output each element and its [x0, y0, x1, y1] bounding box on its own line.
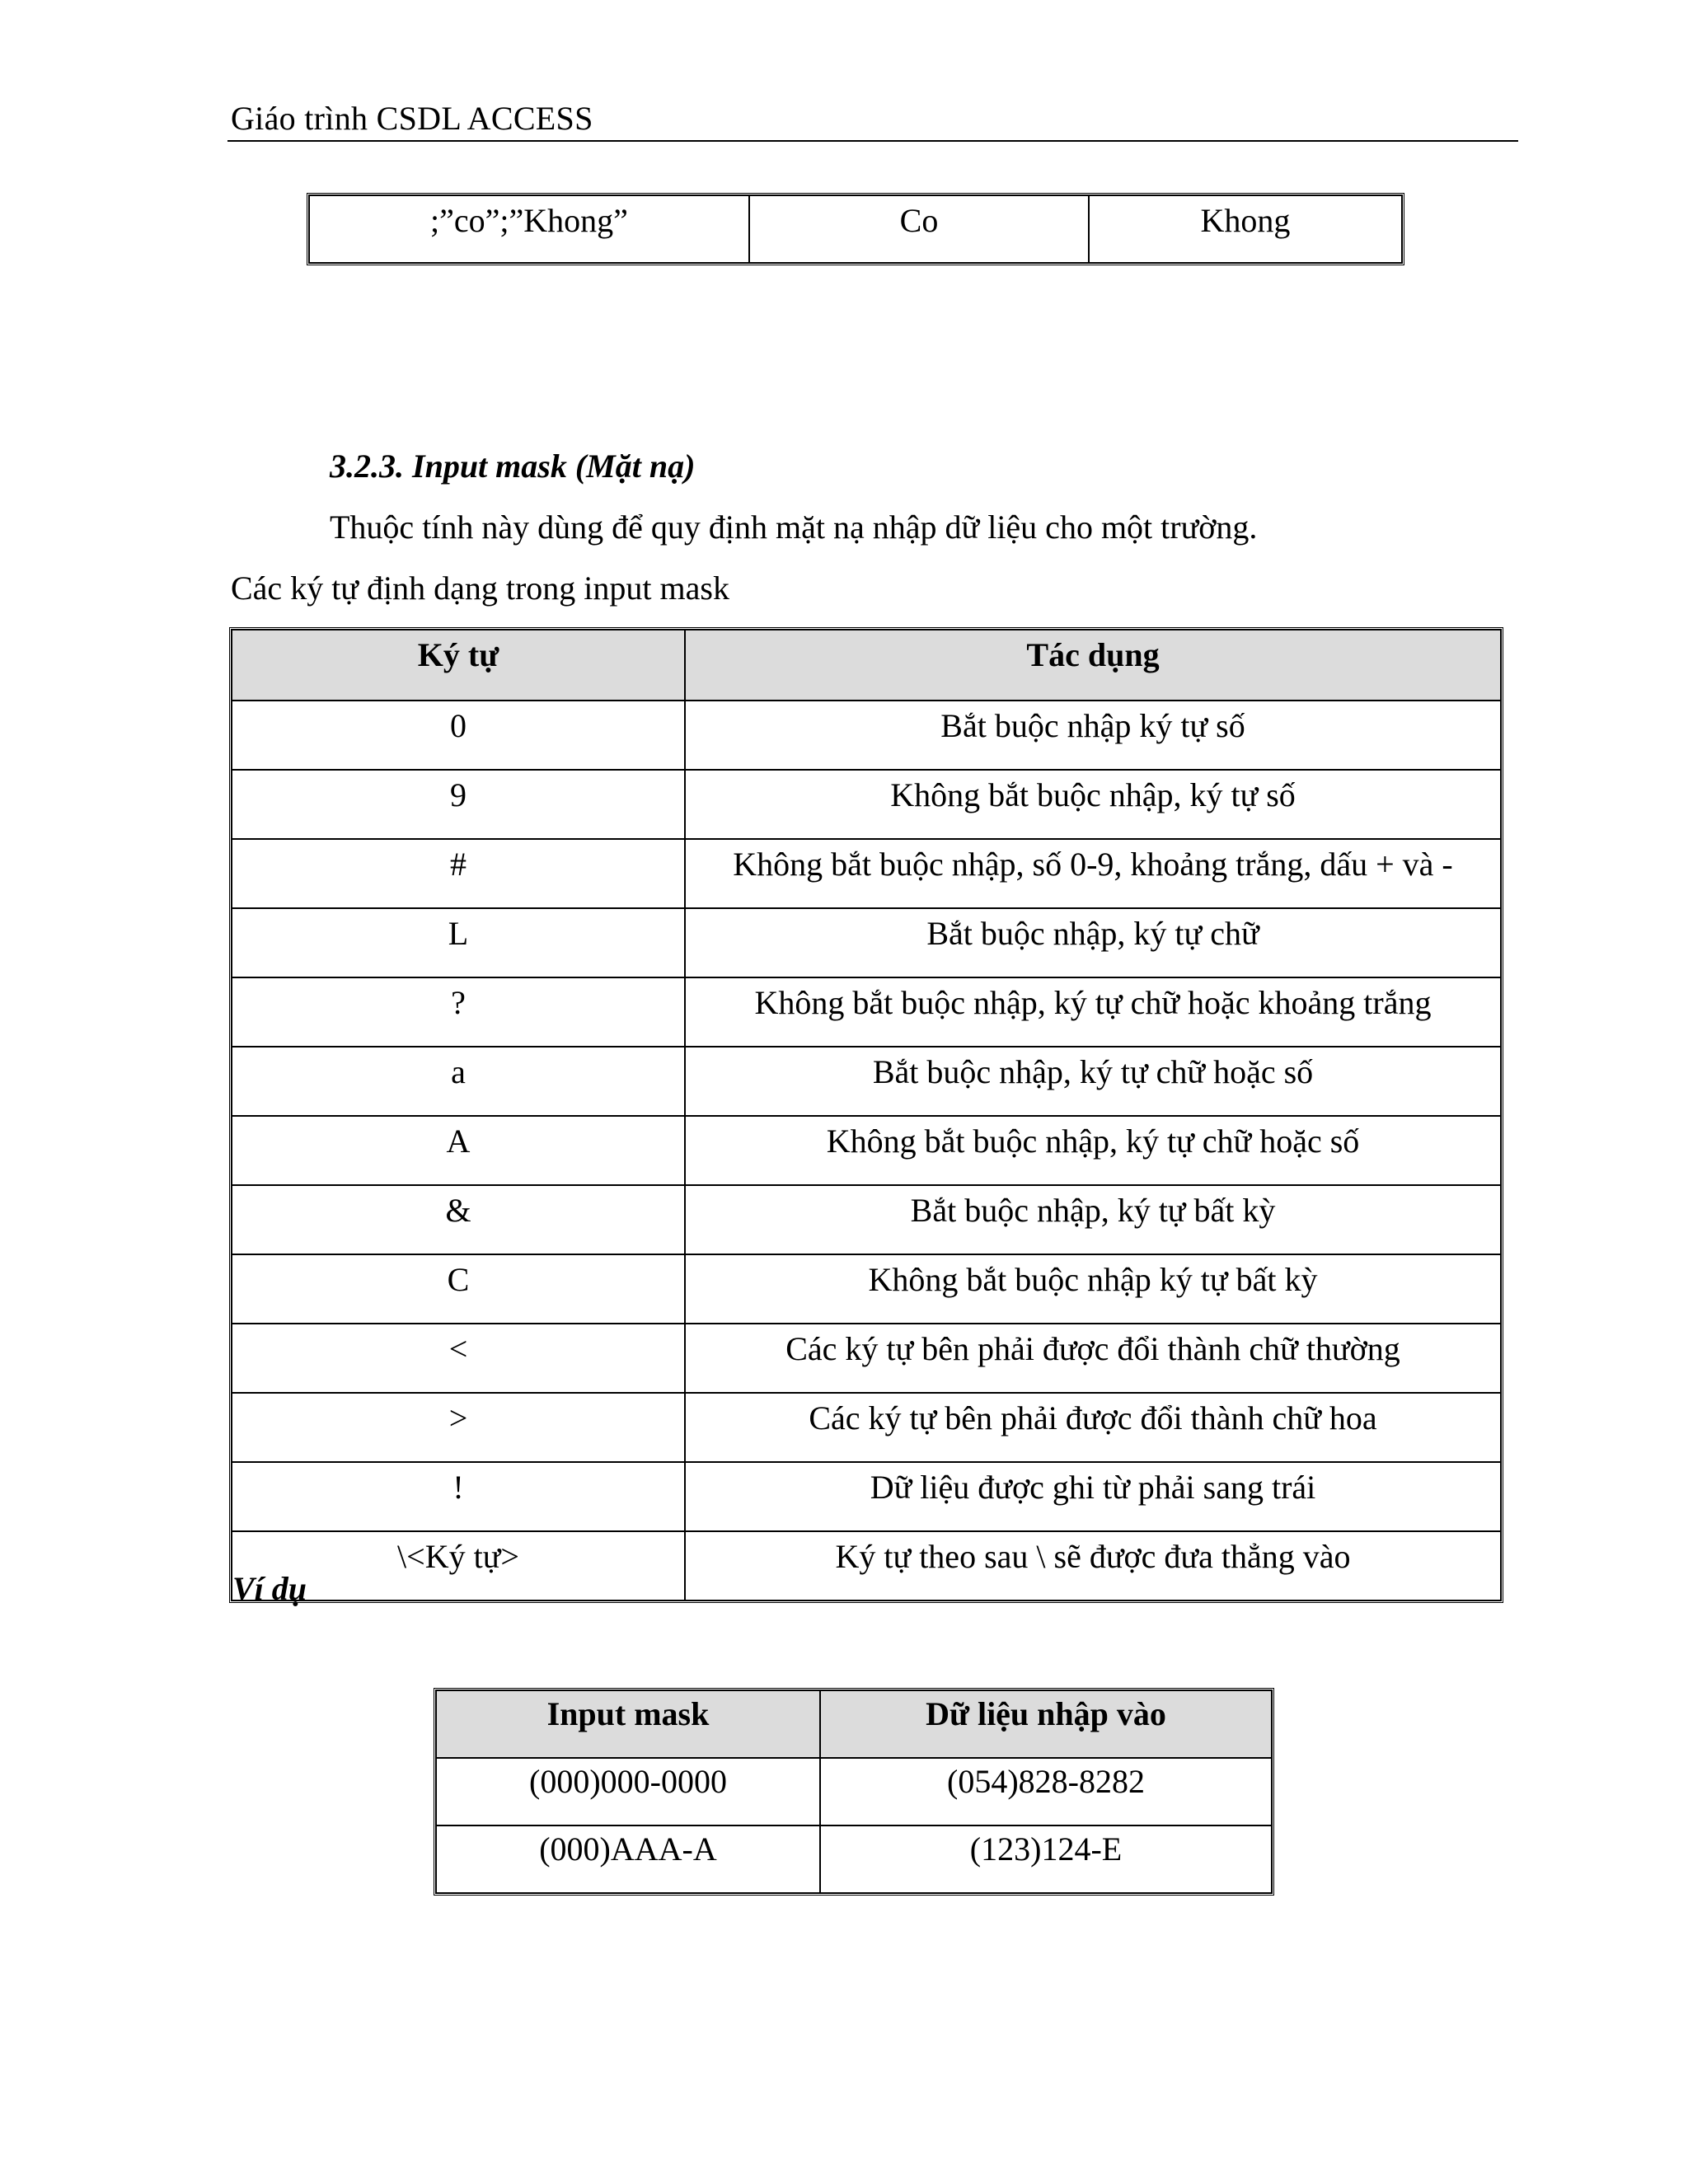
table-row: [232, 839, 1501, 908]
mask-char-cell: L: [232, 908, 685, 977]
mask-effect-cell: Bắt buộc nhập, ký tự bất kỳ: [685, 1185, 1501, 1254]
table-row: [232, 1324, 1501, 1393]
input-mask-characters-table: [229, 627, 1503, 1603]
mask-effect-cell: Không bắt buộc nhập, ký tự chữ hoặc khoảng trắng: [685, 977, 1501, 1047]
example-data-cell: (123)124-E: [820, 1825, 1272, 1893]
table-row: [232, 908, 1501, 977]
mask-char-cell: \<Ký tự>: [232, 1531, 685, 1601]
table-row: [232, 977, 1501, 1047]
mask-effect-cell: Bắt buộc nhập, ký tự chữ hoặc số: [685, 1047, 1501, 1116]
table-row: [232, 701, 1501, 770]
column-header-input-data: Dữ liệu nhập vào: [820, 1690, 1272, 1758]
input-mask-example-table: [434, 1688, 1274, 1896]
mask-char-cell: 0: [232, 701, 685, 770]
table-cell: ;”co”;”Khong”: [309, 195, 749, 263]
table-row: [232, 1531, 1501, 1601]
table-row: [232, 1116, 1501, 1185]
table-cell: Co: [749, 195, 1089, 263]
mask-effect-cell: Không bắt buộc nhập ký tự bất kỳ: [685, 1254, 1501, 1324]
mask-char-cell: ?: [232, 977, 685, 1047]
mask-effect-cell: Dữ liệu được ghi từ phải sang trái: [685, 1462, 1501, 1531]
table-row: [232, 770, 1501, 839]
mask-char-cell: !: [232, 1462, 685, 1531]
table-row: [232, 1393, 1501, 1462]
mask-char-cell: 9: [232, 770, 685, 839]
mask-char-cell: &: [232, 1185, 685, 1254]
mask-effect-cell: Bắt buộc nhập ký tự số: [685, 701, 1501, 770]
table-row: [232, 1254, 1501, 1324]
table-header-row: [232, 630, 1501, 701]
mask-char-cell: <: [232, 1324, 685, 1393]
section-heading: 3.2.3. Input mask (Mặt nạ): [330, 448, 696, 485]
table-row: [232, 1185, 1501, 1254]
mask-char-cell: #: [232, 839, 685, 908]
table-row: [436, 1825, 1272, 1893]
mask-char-cell: >: [232, 1393, 685, 1462]
mask-effect-cell: Các ký tự bên phải được đổi thành chữ hoa: [685, 1393, 1501, 1462]
header-rule: [227, 140, 1518, 142]
page-header-title: Giáo trình CSDL ACCESS: [231, 100, 593, 137]
mask-effect-cell: Các ký tự bên phải được đổi thành chữ thường: [685, 1324, 1501, 1393]
example-label: Ví dụ: [232, 1570, 307, 1607]
mask-effect-cell: Không bắt buộc nhập, ký tự chữ hoặc số: [685, 1116, 1501, 1185]
example-data-cell: (054)828-8282: [820, 1758, 1272, 1825]
mask-effect-cell: Không bắt buộc nhập, ký tự số: [685, 770, 1501, 839]
table-row: [232, 1047, 1501, 1116]
table-header-row: [436, 1690, 1272, 1758]
column-header-character: Ký tự: [232, 630, 685, 701]
table-row: [232, 1462, 1501, 1531]
mask-char-cell: A: [232, 1116, 685, 1185]
mask-char-cell: C: [232, 1254, 685, 1324]
mask-effect-cell: Không bắt buộc nhập, số 0-9, khoảng trắng, dấu + và -: [685, 839, 1501, 908]
mask-effect-cell: Bắt buộc nhập, ký tự chữ: [685, 908, 1501, 977]
table-cell: Khong: [1089, 195, 1402, 263]
example-mask-cell: (000)AAA-A: [436, 1825, 820, 1893]
table-row: [436, 1758, 1272, 1825]
column-header-effect: Tác dụng: [685, 630, 1501, 701]
table-row: [309, 195, 1402, 263]
format-example-table: [307, 193, 1404, 265]
example-mask-cell: (000)000-0000: [436, 1758, 820, 1825]
column-header-input-mask: Input mask: [436, 1690, 820, 1758]
intro-paragraph: Thuộc tính này dùng để quy định mặt nạ nhập dữ liệu cho một trường.: [330, 509, 1258, 546]
table-caption: Các ký tự định dạng trong input mask: [231, 569, 729, 607]
mask-char-cell: a: [232, 1047, 685, 1116]
mask-effect-cell: Ký tự theo sau \ sẽ được đưa thẳng vào: [685, 1531, 1501, 1601]
